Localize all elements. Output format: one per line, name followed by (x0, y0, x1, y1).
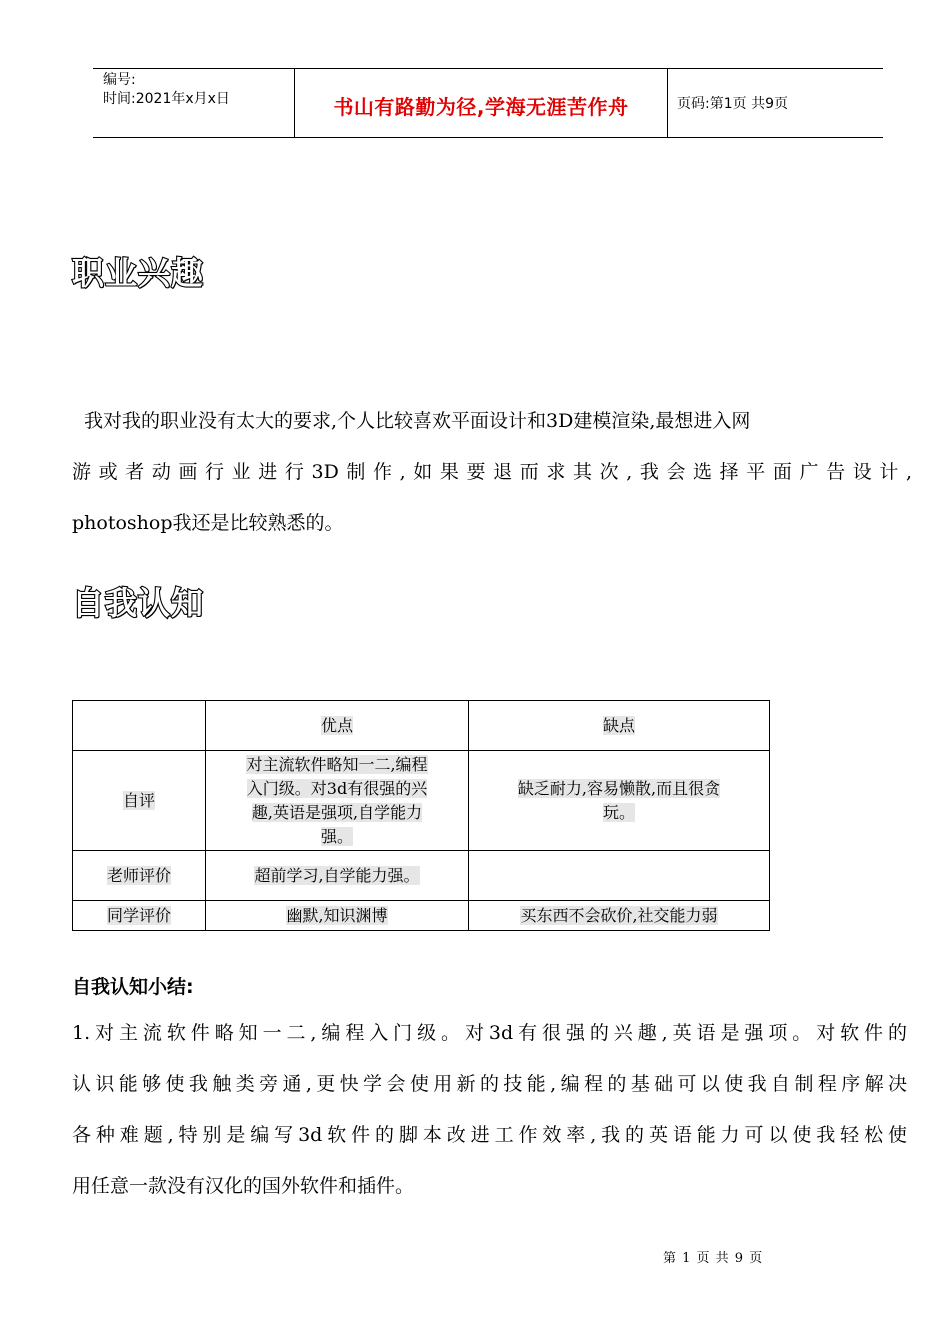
paragraph-line: 游或者动画行业进行3D制作,如果要退而求其次,我会选择平面广告设计, (72, 461, 912, 483)
header-page-label: 页码:第1页 共9页 (677, 96, 788, 112)
row-label: 自评 (73, 751, 206, 851)
document-header (93, 68, 883, 138)
paragraph-line: 认识能够使我触类旁通,更快学会使用新的技能,编程的基础可以使我自制程序解决 (72, 1073, 907, 1095)
table-header-row (73, 701, 770, 751)
page-footer: 第 1 页 共 9 页 (663, 1251, 764, 1266)
heading-career-interest: 职业兴趣 (72, 254, 205, 292)
career-interest-paragraph (72, 396, 912, 549)
table-row (73, 751, 770, 851)
summary-paragraph (72, 1008, 907, 1212)
column-header-pros: 优点 (206, 701, 469, 751)
header-divider (667, 69, 668, 137)
number-label: 编号: (103, 72, 136, 88)
paragraph-line: 1.对主流软件略知一二,编程入门级。对3d有很强的兴趣,英语是强项。对软件的 (72, 1022, 907, 1044)
time-label: 时间:2021年x月x日 (103, 91, 230, 107)
header-motto: 书山有路勤为径,学海无涯苦作舟 (333, 95, 629, 119)
table-corner-cell (73, 701, 206, 751)
heading-self-awareness: 自我认知 (72, 584, 205, 622)
paragraph-line: 用任意一款没有汉化的国外软件和插件。 (72, 1175, 415, 1197)
evaluation-table (72, 700, 770, 931)
paragraph-line: 我对我的职业没有太大的要求,个人比较喜欢平面设计和3D建模渲染,最想进入网 (84, 410, 751, 432)
pros-cell: 幽默,知识渊博 (206, 901, 469, 931)
table-row (73, 901, 770, 931)
column-header-cons: 缺点 (469, 701, 770, 751)
cons-cell: 缺乏耐力,容易懒散,而且很贪 玩。 (469, 751, 770, 851)
pros-cell: 超前学习,自学能力强。 (206, 851, 469, 901)
header-info-cell (103, 71, 293, 109)
paragraph-line: photoshop我还是比较熟悉的。 (72, 512, 344, 534)
paragraph-line: 各种难题,特别是编写3d软件的脚本改进工作效率,我的英语能力可以使我轻松使 (72, 1124, 907, 1146)
row-label: 同学评价 (73, 901, 206, 931)
cons-cell: 买东西不会砍价,社交能力弱 (469, 901, 770, 931)
table-row (73, 851, 770, 901)
row-label: 老师评价 (73, 851, 206, 901)
cons-cell (469, 851, 770, 901)
pros-cell: 对主流软件略知一二,编程 入门级。对3d有很强的兴 趣,英语是强项,自学能力 强。 (206, 751, 469, 851)
summary-heading: 自我认知小结: (72, 976, 194, 998)
